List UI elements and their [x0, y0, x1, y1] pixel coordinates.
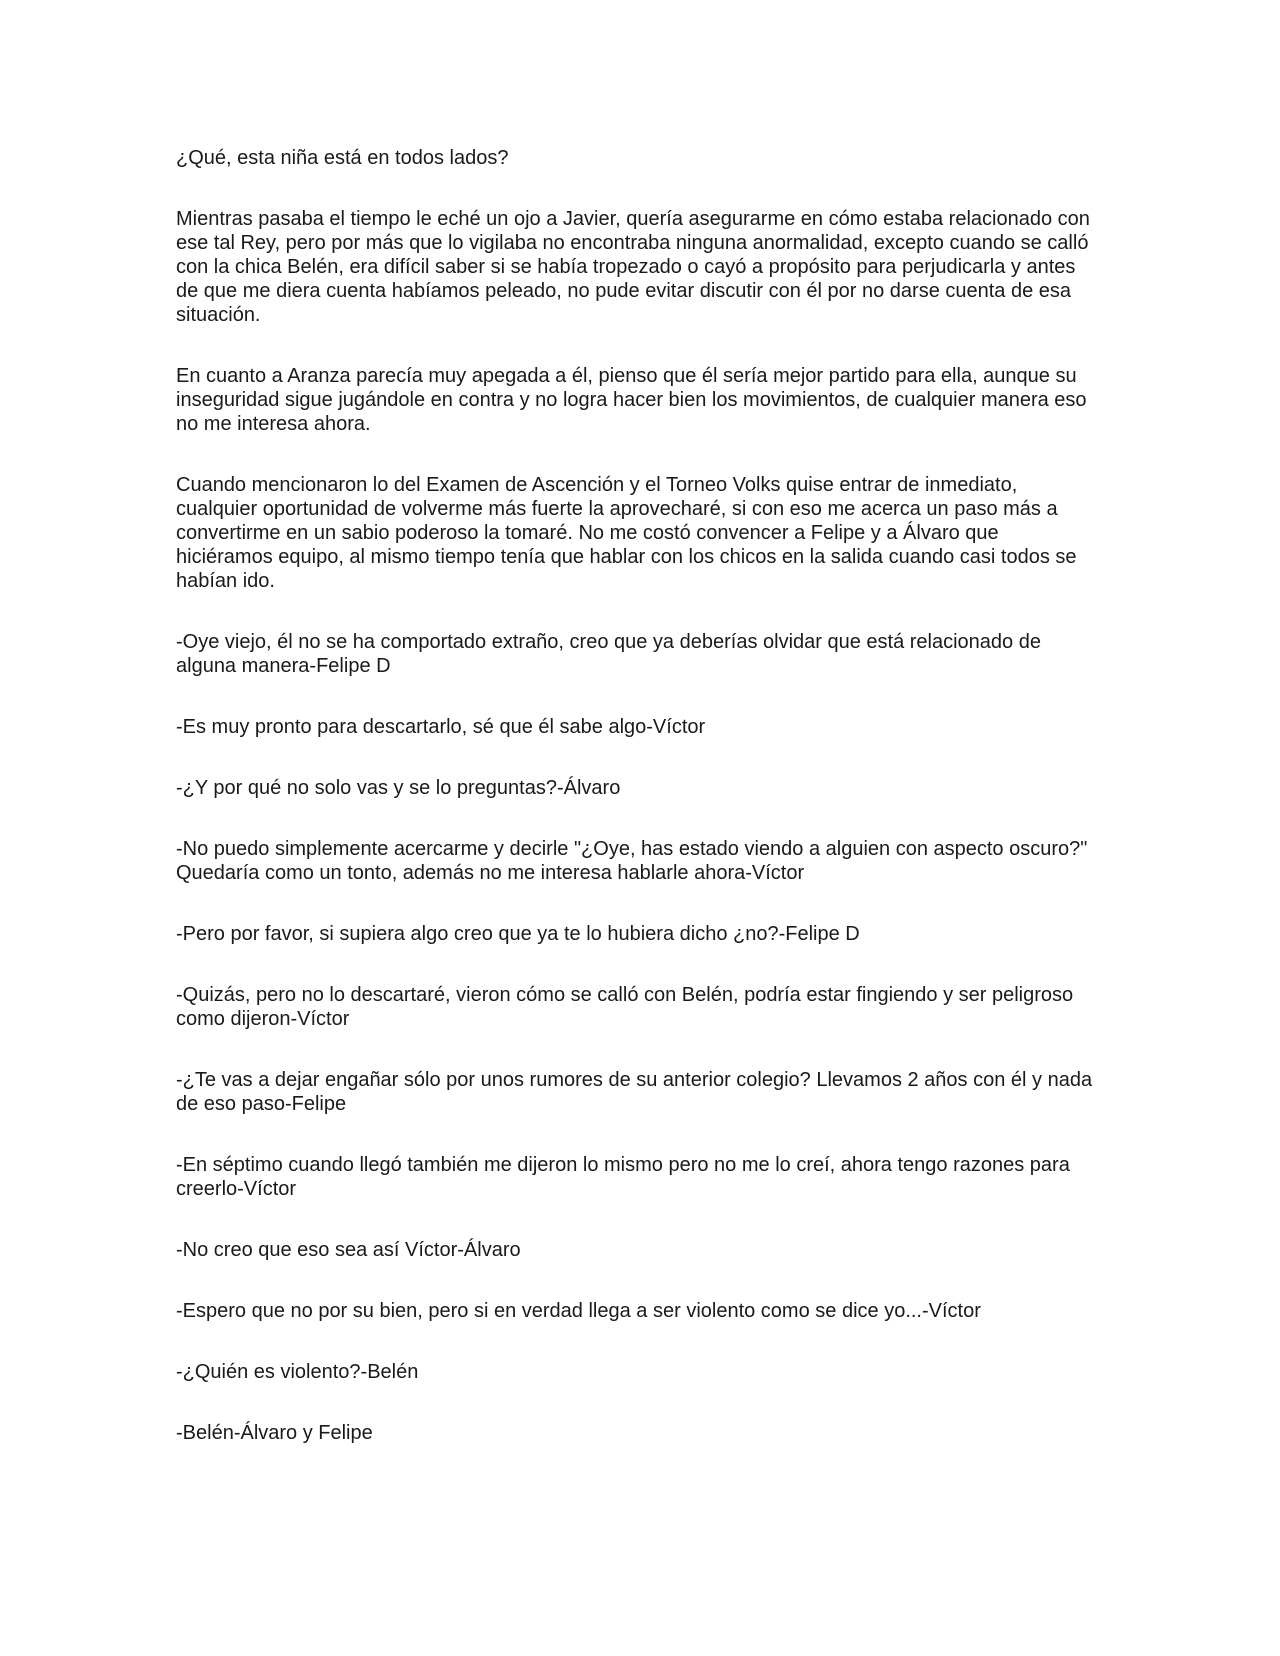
dialogue-line: -¿Y por qué no solo vas y se lo preguntas?-Álvaro: [176, 777, 621, 799]
dialogue-line: -Es muy pronto para descartarlo, sé que él sabe algo-Víctor: [176, 716, 706, 738]
document-body: [176, 146, 1096, 1482]
paragraph: En cuanto a Aranza parecía muy apegada a él, pienso que él sería mejor partido para ella, aunque su inseguridad sigue jugándole en contra y no logra hacer bien los movimientos, de cualquier manera eso no me interesa ahora.: [176, 365, 1087, 435]
dialogue-line: -Oye viejo, él no se ha comportado extraño, creo que ya deberías olvidar que está relacionado de alguna manera-Felipe D: [176, 631, 1041, 677]
dialogue-line: -Pero por favor, si supiera algo creo que ya te lo hubiera dicho ¿no?-Felipe D: [176, 923, 860, 945]
dialogue-line: -Quizás, pero no lo descartaré, vieron cómo se calló con Belén, podría estar fingiendo y ser peligroso como dijeron-Víctor: [176, 984, 1074, 1030]
dialogue-line: -No creo que eso sea así Víctor-Álvaro: [176, 1239, 521, 1261]
dialogue-line: -Belén-Álvaro y Felipe: [176, 1422, 373, 1444]
paragraph: ¿Qué, esta niña está en todos lados?: [176, 147, 509, 169]
dialogue-line: -No puedo simplemente acercarme y decirle "¿Oye, has estado viendo a alguien con aspecto oscuro?" Quedaría como un tonto, además no me interesa hablarle ahora-Víctor: [176, 838, 1088, 884]
dialogue-line: -Espero que no por su bien, pero si en verdad llega a ser violento como se dice yo...-Víctor: [176, 1300, 981, 1322]
dialogue-line: -¿Te vas a dejar engañar sólo por unos rumores de su anterior colegio? Llevamos 2 años con él y nada de eso paso-Felipe: [176, 1069, 1093, 1115]
dialogue-line: -En séptimo cuando llegó también me dijeron lo mismo pero no me lo creí, ahora tengo razones para creerlo-Víctor: [176, 1154, 1070, 1200]
paragraph: Mientras pasaba el tiempo le eché un ojo a Javier, quería asegurarme en cómo estaba relacionado con ese tal Rey, pero por más que lo vigilaba no encontraba ninguna anormalidad, excepto cuando se calló con la chica Belén, era difícil saber si se había tropezado o cayó a propósito para perjudicarla y antes de que me diera cuenta habíamos peleado, no pude evitar discutir con él por no darse cuenta de esa situación.: [176, 208, 1090, 326]
dialogue-line: -¿Quién es violento?-Belén: [176, 1361, 419, 1383]
paragraph: Cuando mencionaron lo del Examen de Ascención y el Torneo Volks quise entrar de inmediato, cualquier oportunidad de volverme más fuerte la aprovecharé, si con eso me acerca un paso más a convertirme en un sabio poderoso la tomaré. No me costó convencer a Felipe y a Álvaro que hiciéramos equipo, al mismo tiempo tenía que hablar con los chicos en la salida cuando casi todos se habían ido.: [176, 474, 1077, 592]
